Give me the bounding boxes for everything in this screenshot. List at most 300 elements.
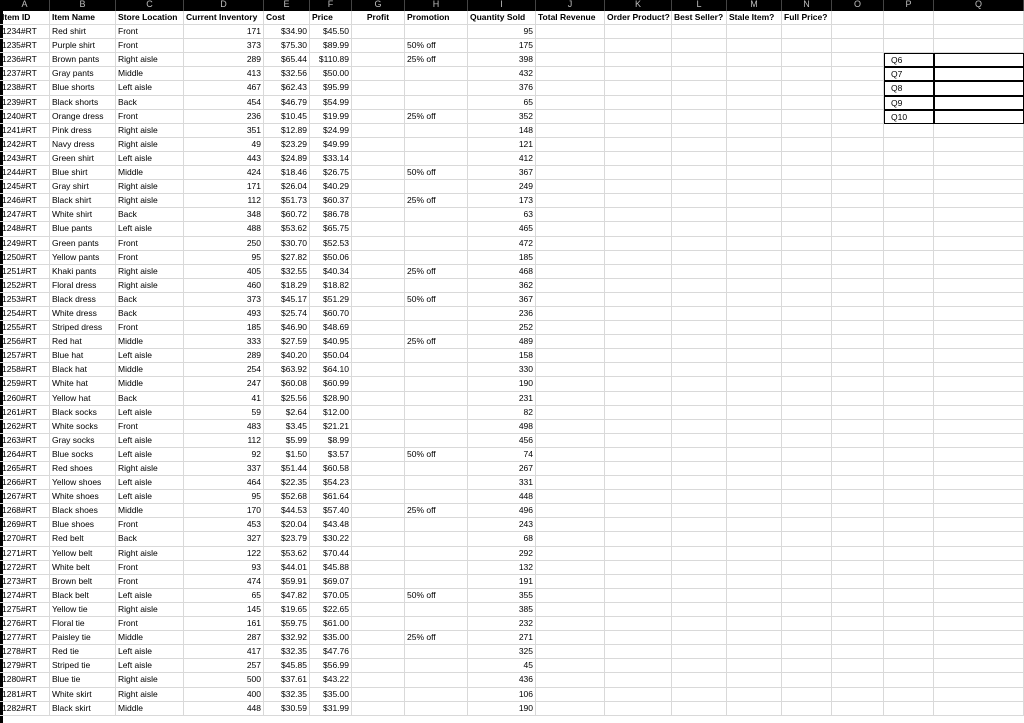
table-cell[interactable]: $30.22 bbox=[310, 532, 352, 546]
table-cell[interactable] bbox=[352, 222, 405, 236]
empty-cell[interactable] bbox=[884, 265, 934, 279]
answer-cell[interactable] bbox=[934, 110, 1024, 124]
table-cell[interactable]: 367 bbox=[468, 293, 536, 307]
table-cell[interactable]: 1245#RT bbox=[0, 180, 50, 194]
empty-cell[interactable] bbox=[727, 406, 782, 420]
empty-cell[interactable] bbox=[884, 702, 934, 716]
empty-cell[interactable] bbox=[672, 645, 727, 659]
empty-cell[interactable] bbox=[884, 659, 934, 673]
table-cell[interactable]: 498 bbox=[468, 420, 536, 434]
empty-cell[interactable] bbox=[672, 462, 727, 476]
table-cell[interactable]: 25% off bbox=[405, 110, 468, 124]
empty-cell[interactable] bbox=[672, 688, 727, 702]
table-cell[interactable]: 465 bbox=[468, 222, 536, 236]
table-cell[interactable] bbox=[352, 293, 405, 307]
table-cell[interactable]: 432 bbox=[468, 67, 536, 81]
empty-cell[interactable] bbox=[782, 392, 832, 406]
table-cell[interactable]: $5.99 bbox=[264, 434, 310, 448]
empty-cell[interactable] bbox=[605, 251, 672, 265]
empty-cell[interactable] bbox=[832, 152, 884, 166]
column-header-p[interactable]: P bbox=[884, 0, 934, 11]
table-cell[interactable]: Black hat bbox=[50, 363, 116, 377]
empty-cell[interactable] bbox=[832, 504, 884, 518]
table-cell[interactable]: 65 bbox=[184, 589, 264, 603]
empty-cell[interactable] bbox=[605, 194, 672, 208]
empty-cell[interactable] bbox=[727, 420, 782, 434]
table-cell[interactable] bbox=[352, 659, 405, 673]
empty-cell[interactable] bbox=[832, 659, 884, 673]
empty-cell[interactable] bbox=[672, 237, 727, 251]
table-cell[interactable]: Yellow hat bbox=[50, 392, 116, 406]
table-cell[interactable]: 1268#RT bbox=[0, 504, 50, 518]
empty-cell[interactable] bbox=[672, 673, 727, 687]
empty-cell[interactable] bbox=[832, 265, 884, 279]
empty-cell[interactable] bbox=[536, 363, 605, 377]
table-cell[interactable]: $54.23 bbox=[310, 476, 352, 490]
table-cell[interactable]: $22.35 bbox=[264, 476, 310, 490]
table-cell[interactable]: Left aisle bbox=[116, 152, 184, 166]
empty-cell[interactable] bbox=[536, 645, 605, 659]
empty-cell[interactable] bbox=[934, 645, 1024, 659]
empty-cell[interactable] bbox=[884, 152, 934, 166]
table-cell[interactable]: 190 bbox=[468, 377, 536, 391]
table-cell[interactable]: 1258#RT bbox=[0, 363, 50, 377]
table-cell[interactable] bbox=[405, 462, 468, 476]
header-price[interactable]: Price bbox=[310, 11, 352, 25]
empty-cell[interactable] bbox=[934, 392, 1024, 406]
empty-cell[interactable] bbox=[605, 208, 672, 222]
empty-cell[interactable] bbox=[832, 631, 884, 645]
table-cell[interactable]: Front bbox=[116, 251, 184, 265]
table-cell[interactable]: 1260#RT bbox=[0, 392, 50, 406]
empty-cell[interactable] bbox=[832, 532, 884, 546]
table-cell[interactable]: Back bbox=[116, 293, 184, 307]
table-cell[interactable]: Front bbox=[116, 518, 184, 532]
table-cell[interactable]: 1251#RT bbox=[0, 265, 50, 279]
table-cell[interactable]: 460 bbox=[184, 279, 264, 293]
table-cell[interactable]: 1242#RT bbox=[0, 138, 50, 152]
table-cell[interactable]: 468 bbox=[468, 265, 536, 279]
empty-cell[interactable] bbox=[605, 504, 672, 518]
empty-cell[interactable] bbox=[672, 279, 727, 293]
table-cell[interactable]: 171 bbox=[184, 25, 264, 39]
empty-cell[interactable] bbox=[832, 349, 884, 363]
table-cell[interactable] bbox=[405, 547, 468, 561]
empty-cell[interactable] bbox=[934, 518, 1024, 532]
empty-cell[interactable] bbox=[884, 363, 934, 377]
empty-cell[interactable] bbox=[934, 490, 1024, 504]
empty-cell[interactable] bbox=[782, 152, 832, 166]
column-header-e[interactable]: E bbox=[264, 0, 310, 11]
empty-cell[interactable] bbox=[782, 110, 832, 124]
table-cell[interactable]: 400 bbox=[184, 688, 264, 702]
table-cell[interactable]: 49 bbox=[184, 138, 264, 152]
table-cell[interactable]: $65.75 bbox=[310, 222, 352, 236]
table-cell[interactable]: $26.04 bbox=[264, 180, 310, 194]
table-cell[interactable] bbox=[352, 180, 405, 194]
empty-cell[interactable] bbox=[672, 617, 727, 631]
table-cell[interactable] bbox=[352, 363, 405, 377]
table-cell[interactable]: 1271#RT bbox=[0, 547, 50, 561]
empty-cell[interactable] bbox=[536, 222, 605, 236]
column-header-o[interactable]: O bbox=[832, 0, 884, 11]
table-cell[interactable]: 337 bbox=[184, 462, 264, 476]
empty-cell[interactable] bbox=[934, 166, 1024, 180]
table-cell[interactable]: $33.14 bbox=[310, 152, 352, 166]
empty-cell[interactable] bbox=[605, 659, 672, 673]
table-cell[interactable]: 1277#RT bbox=[0, 631, 50, 645]
table-cell[interactable]: 348 bbox=[184, 208, 264, 222]
header-item-name[interactable]: Item Name bbox=[50, 11, 116, 25]
table-cell[interactable]: 1273#RT bbox=[0, 575, 50, 589]
table-cell[interactable]: 385 bbox=[468, 603, 536, 617]
table-cell[interactable]: Right aisle bbox=[116, 53, 184, 67]
empty-cell[interactable] bbox=[884, 688, 934, 702]
table-cell[interactable]: Left aisle bbox=[116, 81, 184, 95]
table-cell[interactable]: $89.99 bbox=[310, 39, 352, 53]
empty-cell[interactable] bbox=[832, 673, 884, 687]
empty-cell[interactable] bbox=[727, 321, 782, 335]
empty-cell[interactable] bbox=[727, 547, 782, 561]
table-cell[interactable] bbox=[352, 406, 405, 420]
empty-cell[interactable] bbox=[672, 152, 727, 166]
empty-cell[interactable] bbox=[782, 349, 832, 363]
empty-cell[interactable] bbox=[536, 688, 605, 702]
empty-cell[interactable] bbox=[605, 321, 672, 335]
empty-cell[interactable] bbox=[727, 307, 782, 321]
empty-cell[interactable] bbox=[536, 81, 605, 95]
table-cell[interactable]: $86.78 bbox=[310, 208, 352, 222]
table-cell[interactable] bbox=[352, 39, 405, 53]
table-cell[interactable]: 1240#RT bbox=[0, 110, 50, 124]
empty-cell[interactable] bbox=[934, 448, 1024, 462]
table-cell[interactable]: 25% off bbox=[405, 631, 468, 645]
table-cell[interactable] bbox=[405, 392, 468, 406]
empty-cell[interactable] bbox=[832, 25, 884, 39]
table-cell[interactable] bbox=[405, 603, 468, 617]
table-cell[interactable]: 50% off bbox=[405, 293, 468, 307]
empty-cell[interactable] bbox=[727, 490, 782, 504]
table-cell[interactable]: 1254#RT bbox=[0, 307, 50, 321]
table-cell[interactable]: $61.00 bbox=[310, 617, 352, 631]
empty-cell[interactable] bbox=[934, 504, 1024, 518]
table-cell[interactable]: Red shirt bbox=[50, 25, 116, 39]
empty-cell[interactable] bbox=[605, 307, 672, 321]
table-cell[interactable]: Left aisle bbox=[116, 645, 184, 659]
table-cell[interactable]: 1244#RT bbox=[0, 166, 50, 180]
table-cell[interactable]: 405 bbox=[184, 265, 264, 279]
column-header-f[interactable]: F bbox=[310, 0, 352, 11]
empty-cell[interactable] bbox=[884, 321, 934, 335]
empty-cell[interactable] bbox=[934, 152, 1024, 166]
empty-cell[interactable] bbox=[672, 25, 727, 39]
empty-cell[interactable] bbox=[605, 293, 672, 307]
table-cell[interactable] bbox=[352, 518, 405, 532]
empty-cell[interactable] bbox=[605, 688, 672, 702]
table-cell[interactable]: $25.74 bbox=[264, 307, 310, 321]
empty-cell[interactable] bbox=[832, 321, 884, 335]
table-cell[interactable] bbox=[352, 688, 405, 702]
table-cell[interactable]: Green shirt bbox=[50, 152, 116, 166]
empty-cell[interactable] bbox=[934, 363, 1024, 377]
empty-cell[interactable] bbox=[536, 631, 605, 645]
table-cell[interactable]: 474 bbox=[184, 575, 264, 589]
empty-cell[interactable] bbox=[672, 81, 727, 95]
table-cell[interactable]: Back bbox=[116, 392, 184, 406]
table-cell[interactable]: $50.04 bbox=[310, 349, 352, 363]
table-cell[interactable]: $63.92 bbox=[264, 363, 310, 377]
empty-cell[interactable] bbox=[605, 462, 672, 476]
empty-cell[interactable] bbox=[782, 518, 832, 532]
table-cell[interactable]: $59.75 bbox=[264, 617, 310, 631]
column-header-d[interactable]: D bbox=[184, 0, 264, 11]
table-cell[interactable] bbox=[405, 490, 468, 504]
table-cell[interactable]: $53.62 bbox=[264, 222, 310, 236]
table-cell[interactable]: $3.45 bbox=[264, 420, 310, 434]
empty-cell[interactable] bbox=[536, 392, 605, 406]
table-cell[interactable]: 1249#RT bbox=[0, 237, 50, 251]
empty-cell[interactable] bbox=[934, 673, 1024, 687]
table-cell[interactable] bbox=[405, 575, 468, 589]
table-cell[interactable]: Left aisle bbox=[116, 589, 184, 603]
table-cell[interactable]: $40.20 bbox=[264, 349, 310, 363]
table-cell[interactable]: 170 bbox=[184, 504, 264, 518]
table-cell[interactable]: 92 bbox=[184, 448, 264, 462]
table-cell[interactable]: 398 bbox=[468, 53, 536, 67]
empty-cell[interactable] bbox=[727, 603, 782, 617]
table-cell[interactable]: Right aisle bbox=[116, 138, 184, 152]
empty-cell[interactable] bbox=[832, 645, 884, 659]
empty-cell[interactable] bbox=[727, 377, 782, 391]
table-cell[interactable]: 456 bbox=[468, 434, 536, 448]
empty-cell[interactable] bbox=[782, 645, 832, 659]
table-cell[interactable]: 1236#RT bbox=[0, 53, 50, 67]
table-cell[interactable] bbox=[352, 532, 405, 546]
empty-cell[interactable] bbox=[832, 11, 884, 25]
empty-cell[interactable] bbox=[672, 349, 727, 363]
table-cell[interactable]: Red hat bbox=[50, 335, 116, 349]
empty-cell[interactable] bbox=[884, 307, 934, 321]
table-cell[interactable] bbox=[352, 392, 405, 406]
table-cell[interactable] bbox=[352, 208, 405, 222]
table-cell[interactable]: 289 bbox=[184, 53, 264, 67]
empty-cell[interactable] bbox=[782, 504, 832, 518]
table-cell[interactable]: $18.82 bbox=[310, 279, 352, 293]
empty-cell[interactable] bbox=[884, 194, 934, 208]
table-cell[interactable]: $20.04 bbox=[264, 518, 310, 532]
table-cell[interactable] bbox=[352, 434, 405, 448]
header-order-product[interactable]: Order Product? bbox=[605, 11, 672, 25]
empty-cell[interactable] bbox=[536, 293, 605, 307]
table-cell[interactable]: Navy dress bbox=[50, 138, 116, 152]
empty-cell[interactable] bbox=[934, 194, 1024, 208]
table-cell[interactable]: Left aisle bbox=[116, 434, 184, 448]
table-cell[interactable] bbox=[405, 688, 468, 702]
table-cell[interactable]: Yellow shoes bbox=[50, 476, 116, 490]
table-cell[interactable] bbox=[352, 124, 405, 138]
table-cell[interactable]: 417 bbox=[184, 645, 264, 659]
header-full-price[interactable]: Full Price? bbox=[782, 11, 832, 25]
table-cell[interactable]: Front bbox=[116, 25, 184, 39]
table-cell[interactable]: $24.99 bbox=[310, 124, 352, 138]
empty-cell[interactable] bbox=[672, 377, 727, 391]
empty-cell[interactable] bbox=[782, 462, 832, 476]
empty-cell[interactable] bbox=[727, 561, 782, 575]
table-cell[interactable]: 1269#RT bbox=[0, 518, 50, 532]
empty-cell[interactable] bbox=[727, 25, 782, 39]
table-cell[interactable] bbox=[352, 237, 405, 251]
table-cell[interactable]: $23.29 bbox=[264, 138, 310, 152]
table-cell[interactable]: $45.17 bbox=[264, 293, 310, 307]
table-cell[interactable] bbox=[352, 702, 405, 716]
table-cell[interactable]: 1239#RT bbox=[0, 96, 50, 110]
empty-cell[interactable] bbox=[832, 293, 884, 307]
empty-cell[interactable] bbox=[782, 279, 832, 293]
table-cell[interactable] bbox=[352, 152, 405, 166]
table-cell[interactable]: Orange dress bbox=[50, 110, 116, 124]
table-cell[interactable]: 489 bbox=[468, 335, 536, 349]
table-cell[interactable]: $110.89 bbox=[310, 53, 352, 67]
table-cell[interactable] bbox=[405, 321, 468, 335]
table-cell[interactable]: 330 bbox=[468, 363, 536, 377]
table-cell[interactable]: Blue hat bbox=[50, 349, 116, 363]
table-cell[interactable]: $28.90 bbox=[310, 392, 352, 406]
empty-cell[interactable] bbox=[536, 420, 605, 434]
empty-cell[interactable] bbox=[536, 138, 605, 152]
empty-cell[interactable] bbox=[605, 124, 672, 138]
empty-cell[interactable] bbox=[934, 532, 1024, 546]
empty-cell[interactable] bbox=[672, 321, 727, 335]
empty-cell[interactable] bbox=[934, 420, 1024, 434]
column-header-n[interactable]: N bbox=[782, 0, 832, 11]
empty-cell[interactable] bbox=[536, 237, 605, 251]
empty-cell[interactable] bbox=[605, 138, 672, 152]
empty-cell[interactable] bbox=[727, 124, 782, 138]
table-cell[interactable]: Floral dress bbox=[50, 279, 116, 293]
table-cell[interactable] bbox=[352, 631, 405, 645]
table-cell[interactable] bbox=[352, 53, 405, 67]
table-cell[interactable]: $43.22 bbox=[310, 673, 352, 687]
empty-cell[interactable] bbox=[605, 67, 672, 81]
table-cell[interactable]: 436 bbox=[468, 673, 536, 687]
table-cell[interactable] bbox=[405, 307, 468, 321]
table-cell[interactable]: 472 bbox=[468, 237, 536, 251]
empty-cell[interactable] bbox=[832, 335, 884, 349]
table-cell[interactable]: Front bbox=[116, 110, 184, 124]
table-cell[interactable]: $69.07 bbox=[310, 575, 352, 589]
table-cell[interactable]: Black skirt bbox=[50, 702, 116, 716]
empty-cell[interactable] bbox=[832, 53, 884, 67]
table-cell[interactable]: $44.53 bbox=[264, 504, 310, 518]
empty-cell[interactable] bbox=[536, 547, 605, 561]
table-cell[interactable]: Brown belt bbox=[50, 575, 116, 589]
header-profit[interactable]: Profit bbox=[352, 11, 405, 25]
table-cell[interactable] bbox=[405, 532, 468, 546]
table-cell[interactable]: 1270#RT bbox=[0, 532, 50, 546]
table-cell[interactable]: 1274#RT bbox=[0, 589, 50, 603]
table-cell[interactable]: $31.99 bbox=[310, 702, 352, 716]
table-cell[interactable]: Middle bbox=[116, 67, 184, 81]
empty-cell[interactable] bbox=[782, 688, 832, 702]
table-cell[interactable]: Front bbox=[116, 420, 184, 434]
table-cell[interactable]: White hat bbox=[50, 377, 116, 391]
empty-cell[interactable] bbox=[727, 631, 782, 645]
table-cell[interactable]: Left aisle bbox=[116, 490, 184, 504]
empty-cell[interactable] bbox=[884, 603, 934, 617]
table-cell[interactable]: Front bbox=[116, 321, 184, 335]
empty-cell[interactable] bbox=[934, 307, 1024, 321]
table-cell[interactable] bbox=[405, 349, 468, 363]
empty-cell[interactable] bbox=[605, 110, 672, 124]
empty-cell[interactable] bbox=[934, 349, 1024, 363]
table-cell[interactable]: 254 bbox=[184, 363, 264, 377]
table-cell[interactable]: 453 bbox=[184, 518, 264, 532]
empty-cell[interactable] bbox=[832, 279, 884, 293]
column-header-j[interactable]: J bbox=[536, 0, 605, 11]
empty-cell[interactable] bbox=[782, 406, 832, 420]
empty-cell[interactable] bbox=[884, 673, 934, 687]
table-cell[interactable]: 287 bbox=[184, 631, 264, 645]
empty-cell[interactable] bbox=[727, 532, 782, 546]
empty-cell[interactable] bbox=[536, 110, 605, 124]
empty-cell[interactable] bbox=[536, 575, 605, 589]
empty-cell[interactable] bbox=[934, 547, 1024, 561]
empty-cell[interactable] bbox=[727, 659, 782, 673]
empty-cell[interactable] bbox=[884, 547, 934, 561]
header-cost[interactable]: Cost bbox=[264, 11, 310, 25]
table-cell[interactable]: $59.91 bbox=[264, 575, 310, 589]
empty-cell[interactable] bbox=[782, 39, 832, 53]
table-cell[interactable]: 82 bbox=[468, 406, 536, 420]
table-cell[interactable] bbox=[405, 81, 468, 95]
table-cell[interactable]: $51.29 bbox=[310, 293, 352, 307]
empty-cell[interactable] bbox=[605, 490, 672, 504]
empty-cell[interactable] bbox=[884, 434, 934, 448]
table-cell[interactable]: 464 bbox=[184, 476, 264, 490]
empty-cell[interactable] bbox=[782, 96, 832, 110]
table-cell[interactable]: $23.79 bbox=[264, 532, 310, 546]
empty-cell[interactable] bbox=[672, 110, 727, 124]
table-cell[interactable]: $60.58 bbox=[310, 462, 352, 476]
table-cell[interactable]: Right aisle bbox=[116, 124, 184, 138]
empty-cell[interactable] bbox=[727, 138, 782, 152]
empty-cell[interactable] bbox=[672, 561, 727, 575]
table-cell[interactable]: 25% off bbox=[405, 53, 468, 67]
table-cell[interactable]: 1279#RT bbox=[0, 659, 50, 673]
table-cell[interactable] bbox=[352, 673, 405, 687]
empty-cell[interactable] bbox=[672, 702, 727, 716]
table-cell[interactable] bbox=[352, 547, 405, 561]
empty-cell[interactable] bbox=[605, 279, 672, 293]
empty-cell[interactable] bbox=[605, 547, 672, 561]
table-cell[interactable]: $34.90 bbox=[264, 25, 310, 39]
question-label[interactable]: Q10 bbox=[884, 110, 934, 124]
table-cell[interactable] bbox=[405, 659, 468, 673]
table-cell[interactable]: Right aisle bbox=[116, 279, 184, 293]
table-cell[interactable]: Green pants bbox=[50, 237, 116, 251]
table-cell[interactable]: 267 bbox=[468, 462, 536, 476]
table-cell[interactable]: $2.64 bbox=[264, 406, 310, 420]
table-cell[interactable]: 1267#RT bbox=[0, 490, 50, 504]
table-cell[interactable]: Right aisle bbox=[116, 462, 184, 476]
empty-cell[interactable] bbox=[832, 377, 884, 391]
table-cell[interactable]: 373 bbox=[184, 39, 264, 53]
empty-cell[interactable] bbox=[727, 110, 782, 124]
column-header-i[interactable]: I bbox=[468, 0, 536, 11]
table-cell[interactable]: Middle bbox=[116, 377, 184, 391]
empty-cell[interactable] bbox=[536, 617, 605, 631]
empty-cell[interactable] bbox=[832, 688, 884, 702]
